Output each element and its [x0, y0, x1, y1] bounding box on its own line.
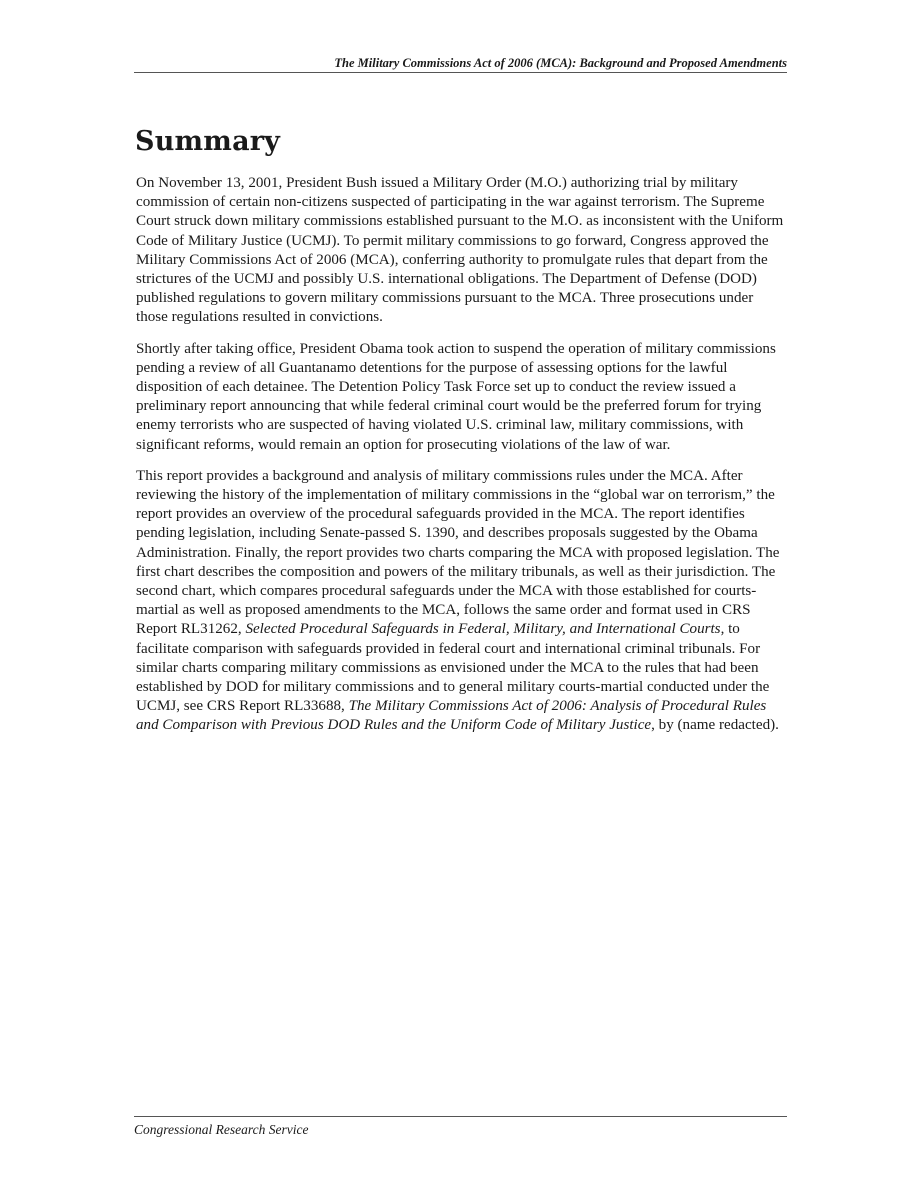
summary-paragraph-3 — [136, 467, 784, 736]
running-header: The Military Commissions Act of 2006 (MCA): Background and Proposed Amendments — [134, 55, 787, 73]
crs-report-rl31262-title: Selected Procedural Safeguards in Federal, Military, and International Courts — [245, 621, 721, 638]
paragraph-3-text-c: , by (name redacted). — [651, 717, 779, 734]
crs-report-rl33688-title: The Military Commissions Act of 2006: Analysis of Procedural Rules and Comparison with Previous DOD Rules and the Uniform Code of Military Justice — [136, 698, 767, 734]
summary-paragraph-2: Shortly after taking office, President Obama took action to suspend the operation of military commissions pending a review of all Guantanamo detentions for the purpose of assessing options for the lawful disposition of each detainee. The Detention Policy Task Force set up to conduct the review issued a preliminary report announcing that while federal criminal court would be the preferred forum for trying enemy terrorists who are suspected of having violated U.S. criminal law, military commissions, with significant reforms, would remain an option for prosecuting violations of the law of war. — [136, 340, 776, 453]
paragraph-3-text-a: This report provides a background and analysis of military commissions rules under the MCA. After reviewing the history of the implementation of military commissions in the “global war on terrorism,” the report provides an overview of the procedural safeguards provided in the MCA. The report identifies pending legislation, including Senate-passed S. 1390, and describes proposals suggested by the Obama Administration. Finally, the report provides two charts comparing the MCA with proposed legislation. The first chart describes the composition and powers of the military tribunals, as well as their jurisdiction. The second chart, which compares procedural safeguards under the MCA with those established for courts-martial as well as proposed amendments to the MCA, follows the same order and format used in CRS Report RL31262, — [136, 467, 780, 638]
summary-body — [136, 174, 784, 748]
section-heading-summary: Summary — [135, 126, 281, 157]
paragraph-3-text-b: , to facilitate comparison with safeguards provided in federal court and international criminal tribunals. For similar charts comparing military commissions as envisioned under the MCA to the rules that had been established by DOD for military commissions and to general military courts-martial conducted under the UCMJ, see CRS Report RL33688, — [136, 621, 770, 715]
page-footer: Congressional Research Service — [134, 1116, 787, 1138]
summary-paragraph-1: On November 13, 2001, President Bush issued a Military Order (M.O.) authorizing trial by military commission of certain non-citizens suspected of participating in the war against terrorism. The Supreme Court struck down military commissions established pursuant to the M.O. as inconsistent with the Uniform Code of Military Justice (UCMJ). To permit military commissions to go forward, Congress approved the Military Commissions Act of 2006 (MCA), conferring authority to promulgate rules that depart from the strictures of the UCMJ and possibly U.S. international obligations. The Department of Defense (DOD) published regulations to govern military commissions pursuant to the MCA. Three prosecutions under those regulations resulted in convictions. — [136, 175, 784, 326]
